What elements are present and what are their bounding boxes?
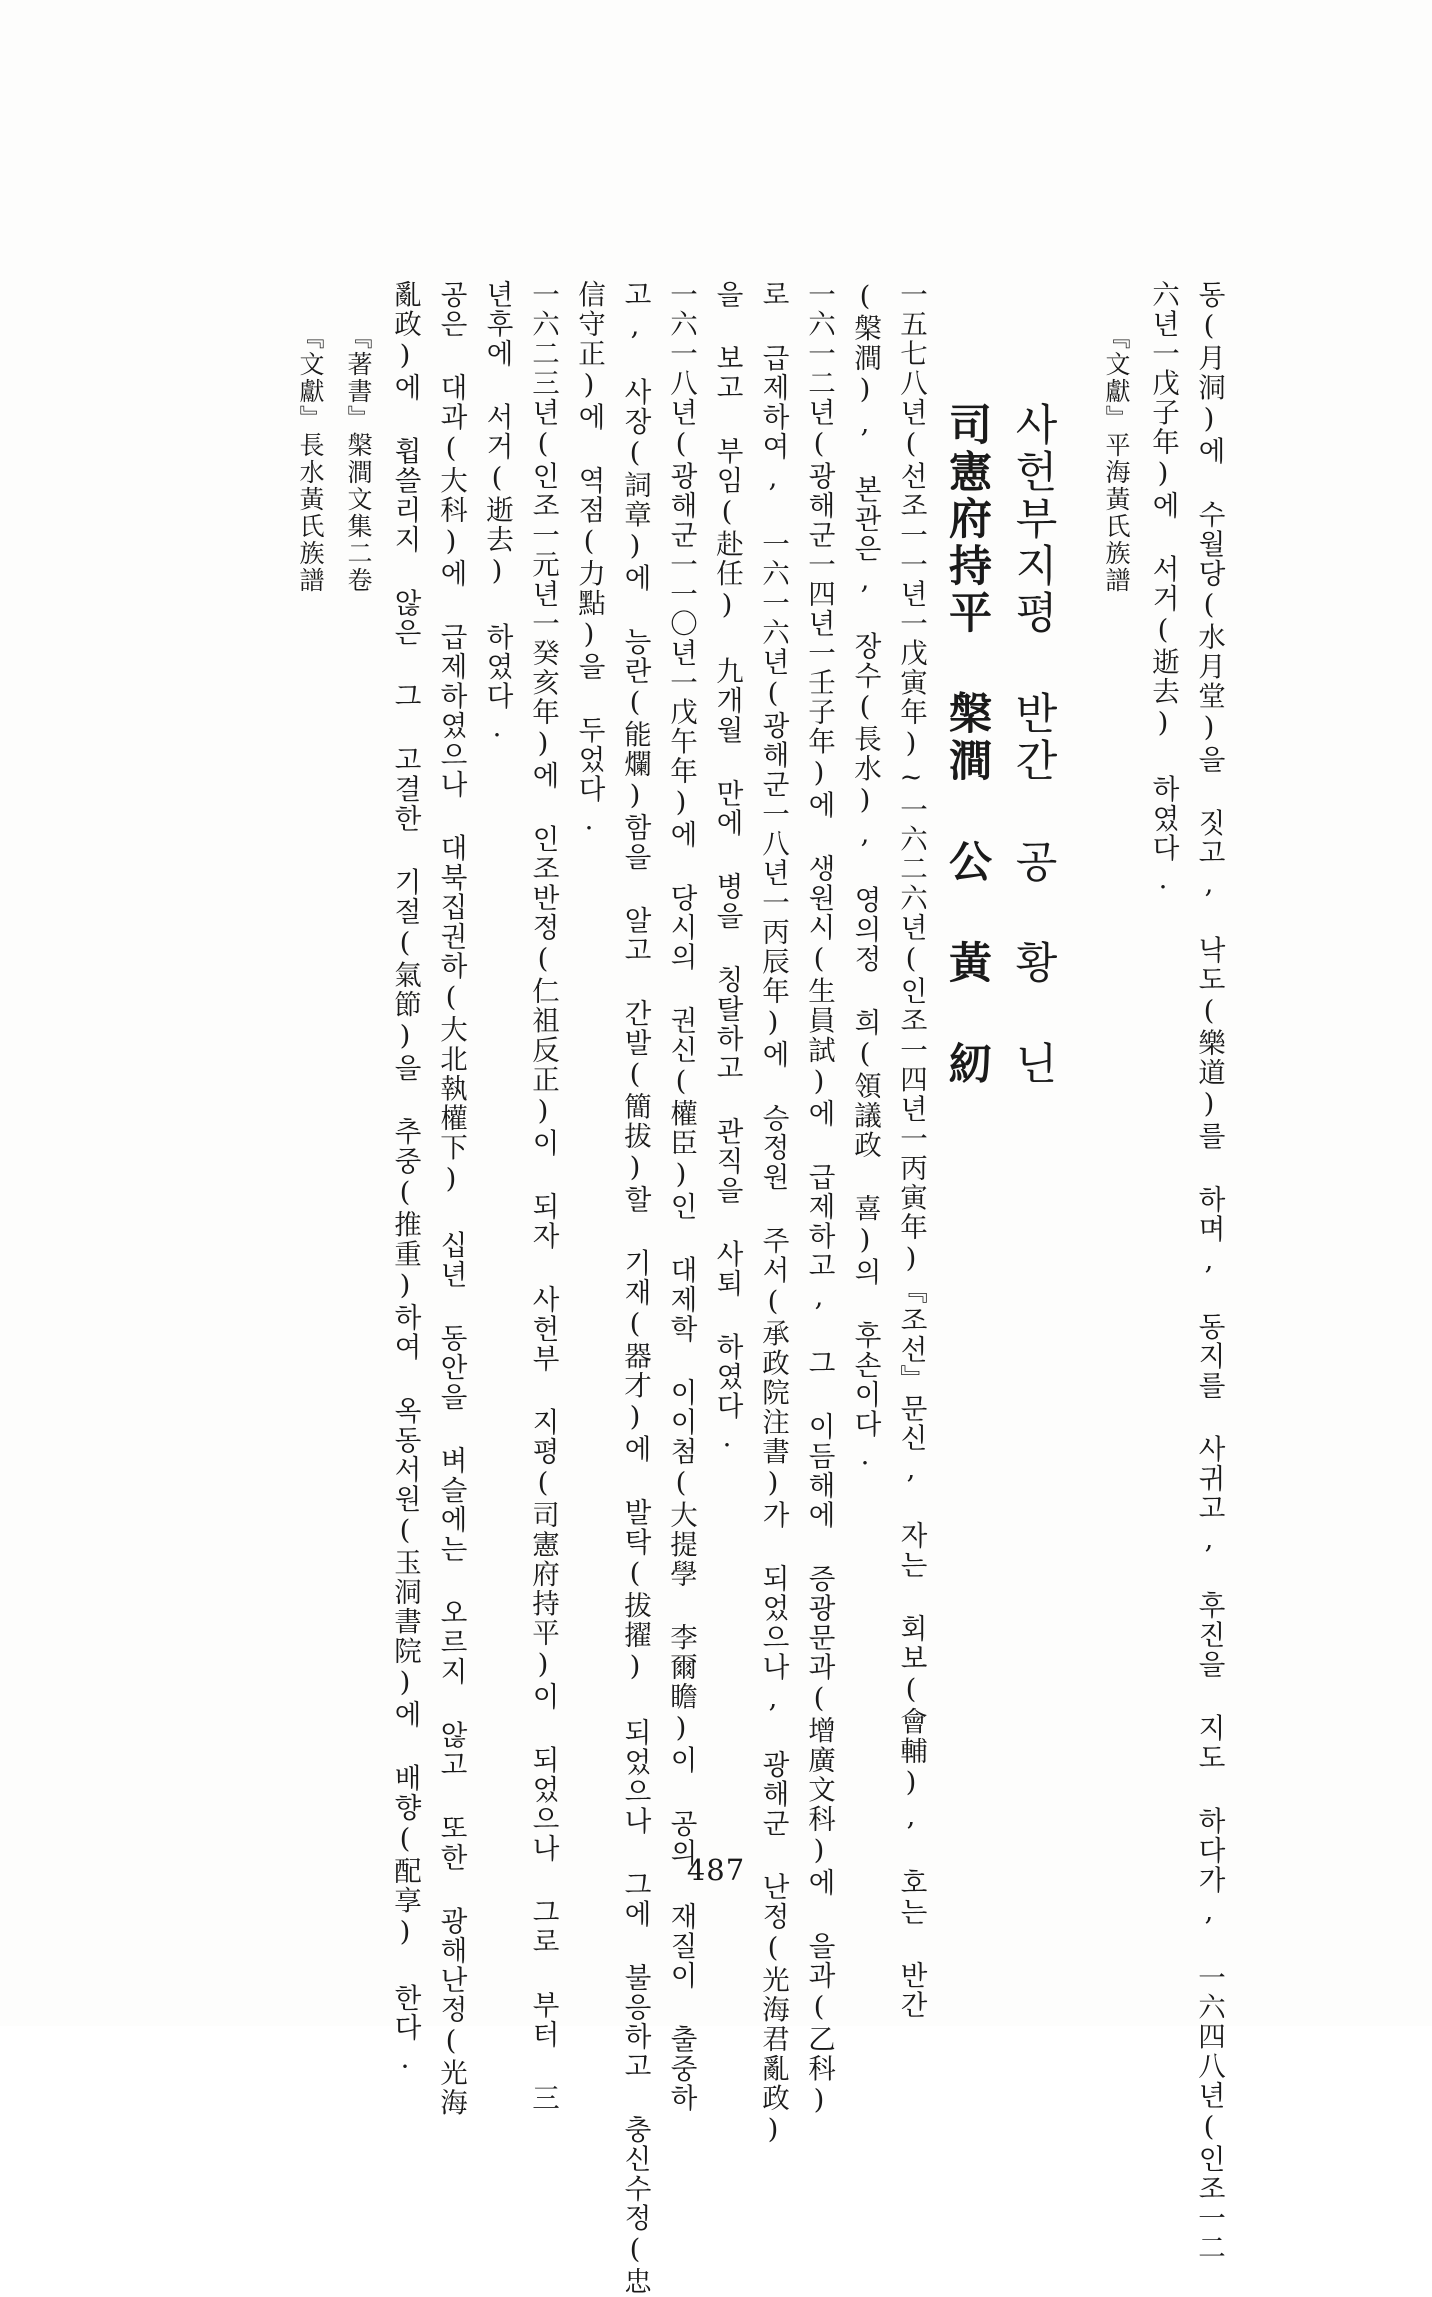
text-line: (槃澗), 본관은, 장수(長水), 영의정 희(領議政 喜)의 후손이다.	[849, 280, 881, 1473]
entry-title-hangul: 사헌부지평 반간 공 황 닌	[1008, 402, 1058, 1088]
page-number: 487	[686, 1853, 746, 1887]
source-citation: 『著書』槃澗文集二卷	[344, 324, 373, 594]
entry-title-hanja: 司憲府持平 槃澗 公 黃 紉	[942, 402, 992, 1088]
entry-title	[934, 292, 1066, 1596]
text-line: 一六一八년(광해군一一〇년一戊午年)에 당시의 권신(權臣)인 대제학 이이첨(大提學 李爾瞻)이 공의 재질이 출중하	[665, 280, 697, 2113]
text-line: 공은 대과(大科)에 급제하였으나 대북집권하(大北執權下) 십년 동안을 벼슬에는 오르지 않고 또한 광해난정(光海	[435, 280, 467, 2118]
text-line: 六년一戊子年)에 서거(逝去) 하였다.	[1147, 280, 1179, 897]
text-line: 一六二三년(인조一元년一癸亥年)에 인조반정(仁祖反正)이 되자 사헌부 지평(司憲府持平)이 되었으나 그로 부터 三	[527, 280, 559, 2113]
text-line: 一五七八년(선조一一년一戊寅年)~一六二六년(인조一四년一丙寅年)『조선』문신, 자는 회보(會輔), 호는 반간	[895, 280, 927, 2020]
text-line: 信守正)에 역점(力點)을 두었다.	[573, 280, 605, 838]
text-line: 로 급제하여, 一六一六년(광해군一八년一丙辰年)에 승정원 주서(承政院注書)가 되었으나, 광해군 난정(光海君亂政)	[757, 280, 789, 2147]
source-citation: 『文獻』長水黃氏族譜	[296, 324, 325, 594]
text-line: 을 보고 부임(赴任) 九개월 만에 병을 칭탈하고 관직을 사퇴 하였다.	[711, 280, 743, 1455]
text-line: 년후에 서거(逝去) 하였다.	[481, 280, 513, 745]
text-line: 고, 사장(詞章)에 능란(能爛)함을 알고 간발(簡拔)할 기재(器才)에 발탁(拔擢) 되었으나 그에 불응하고 충신수정(忠	[619, 280, 651, 2297]
text-line: 一六一二년(광해군一四년一壬子年)에 생원시(生員試)에 급제하고, 그 이듬해에 증광문과(增廣文科)에 을과(乙科)	[803, 280, 835, 2118]
text-line: 亂政)에 휩쓸리지 않은 그 고결한 기절(氣節)을 추중(推重)하여 옥동서원(玉洞書院)에 배향(配享) 한다.	[389, 280, 421, 2077]
text-line: 동(月洞)에 수월당(水月堂)을 짓고, 낙도(樂道)를 하며, 동지를 사귀고, 후진을 지도 하다가, 一六四八년(인조一二	[1193, 280, 1225, 2263]
source-citation: 『文獻』平海黃氏族譜	[1102, 324, 1131, 594]
